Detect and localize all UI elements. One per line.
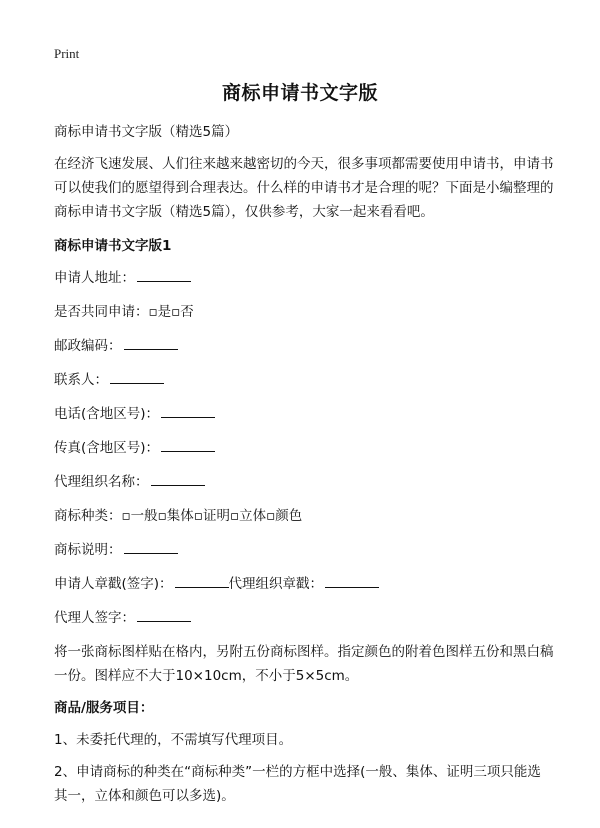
field-label: 商标说明：: [54, 542, 122, 558]
blank-line: [124, 337, 178, 350]
field-joint: [54, 300, 554, 324]
field-phone: [54, 402, 554, 426]
field-mark-type: [54, 504, 554, 528]
blank-line: [110, 371, 164, 384]
field-label: 代理组织名称：: [54, 474, 149, 490]
blank-line: [325, 575, 379, 588]
field-label: 联系人：: [54, 372, 108, 388]
field-label: 代理人签字：: [54, 610, 135, 626]
field-label: 传真(含地区号)：: [54, 440, 160, 456]
field-agency: [54, 470, 554, 494]
field-label: 申请人章戳(签字)：: [54, 576, 173, 592]
goods-heading: 商品/服务项目：: [54, 700, 154, 716]
note-item: 2、申请商标的种类在“商标种类”一栏的方框中选择(一般、集体、证明三项只能选其一，立体和颜色可以多选)。: [54, 764, 541, 804]
field-label: 申请人地址：: [54, 270, 135, 286]
field-address: [54, 266, 554, 290]
field-label: 电话(含地区号)：: [54, 406, 160, 422]
field-label: 代理组织章戳：: [228, 576, 324, 592]
blank-line: [124, 541, 178, 554]
field-fax: [54, 436, 554, 460]
note-item: 1、未委托代理的，不需填写代理项目。: [54, 732, 293, 748]
blank-line: [151, 473, 205, 486]
blank-line: [137, 609, 191, 622]
subtitle: 商标申请书文字版（精选5篇）: [54, 124, 239, 140]
intro-paragraph: 在经济飞速发展、人们往来越来越密切的今天，很多事项都需要使用申请书，申请书可以使我们的愿望得到合理表达。什么样的申请书才是合理的呢？下面是小编整理的商标申请书文字版（精选5篇），仅供参考，大家一起来看看吧。: [54, 156, 554, 220]
section-heading: 商标申请书文字版1: [54, 238, 172, 254]
image-paragraph: 将一张商标图样贴在格内，另附五份商标图样。指定颜色的附着色图样五份和黑白稿一份。图样应不大于10×10cm，不小于5×5cm。: [54, 644, 554, 684]
field-label: 商标种类：▫一般▫集体▫证明▫立体▫颜色: [54, 508, 303, 524]
field-label: 是否共同申请：▫是▫否: [54, 304, 194, 320]
field-label: 邮政编码：: [54, 338, 122, 354]
document-body: [54, 120, 554, 816]
blank-line: [161, 405, 215, 418]
blank-line: [175, 575, 229, 588]
field-agent-sign: [54, 606, 554, 630]
print-link[interactable]: Print: [54, 46, 80, 61]
field-seals: [54, 572, 554, 596]
field-mark-desc: [54, 538, 554, 562]
page-title: 商标申请书文字版: [221, 82, 378, 104]
blank-line: [161, 439, 215, 452]
blank-line: [137, 269, 191, 282]
field-postal: [54, 334, 554, 358]
field-contact: [54, 368, 554, 392]
